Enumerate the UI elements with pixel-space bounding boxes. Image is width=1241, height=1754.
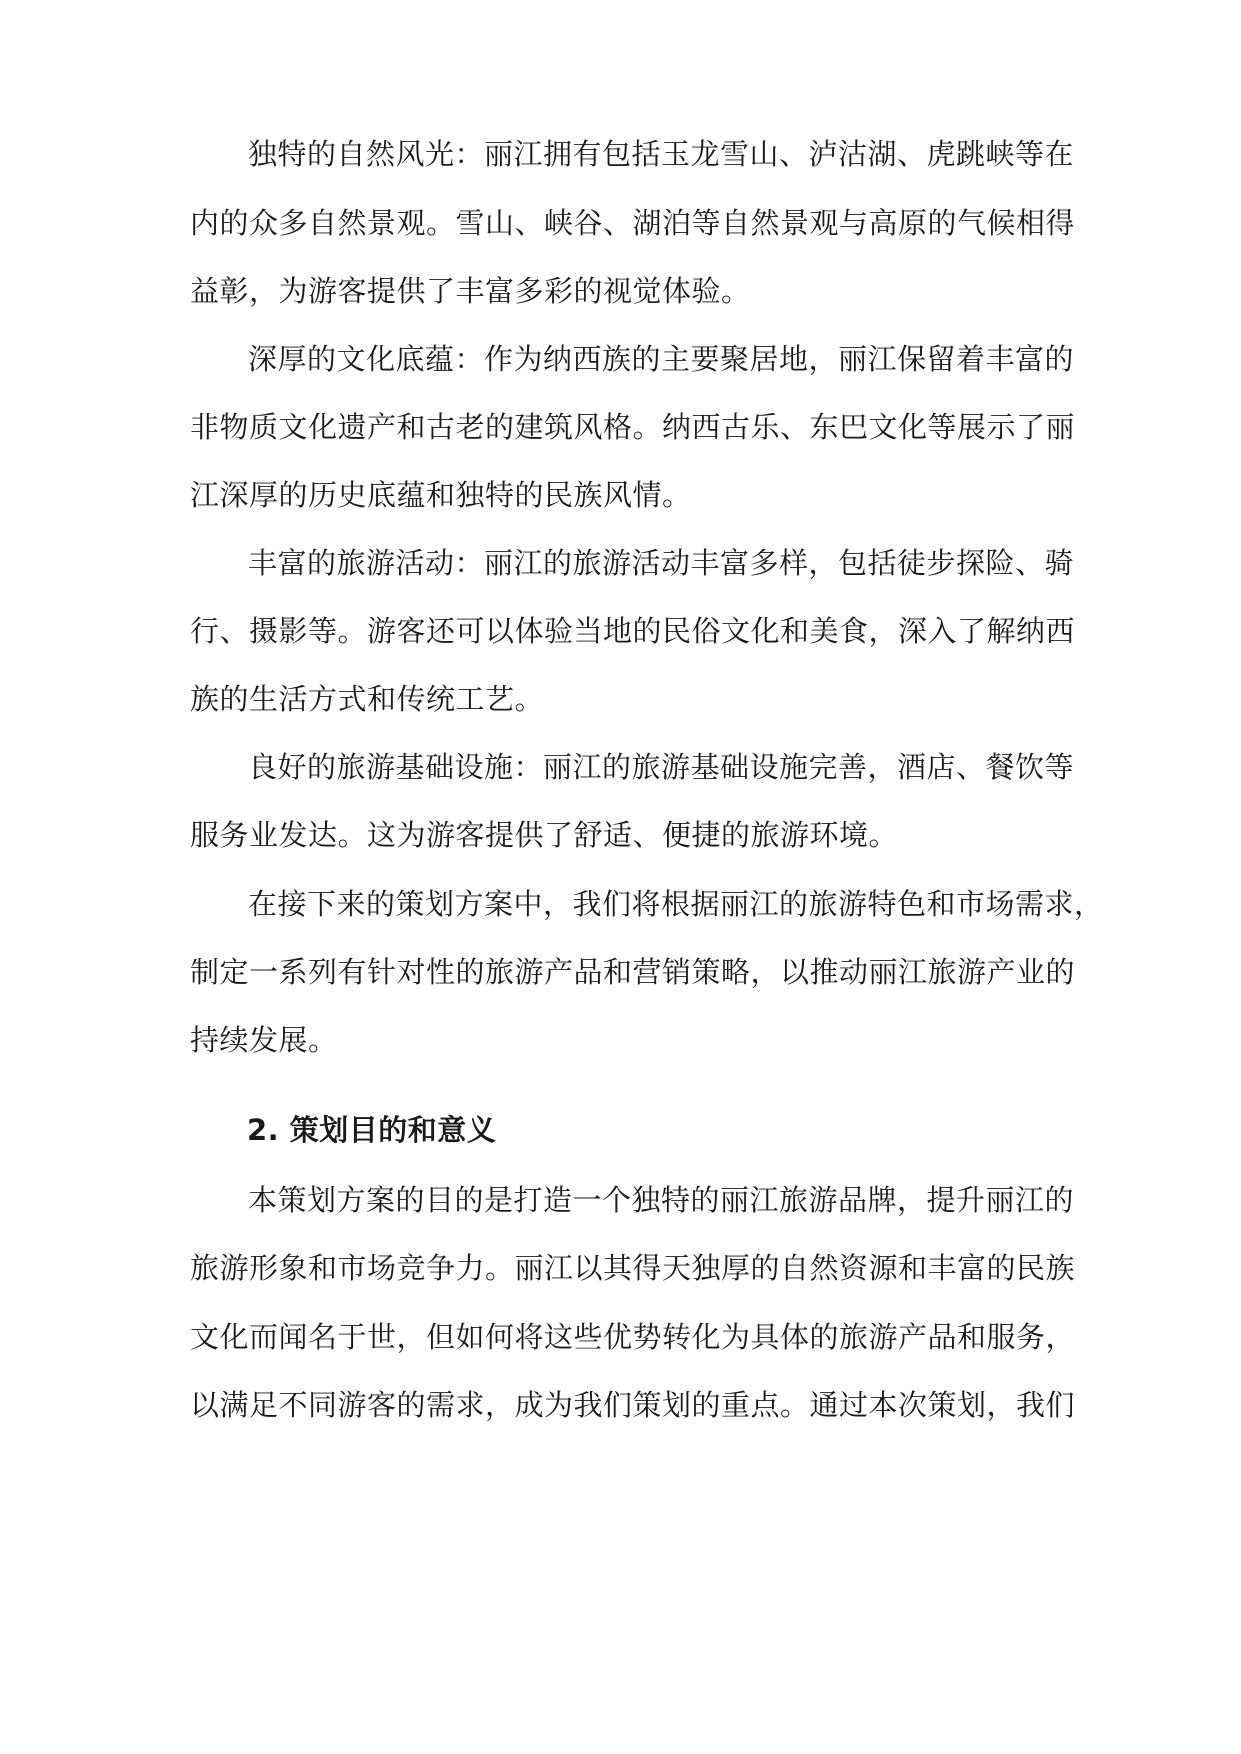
paragraph-activities-line-2: 行、摄影等。游客还可以体验当地的民俗文化和美食，深入了解纳西	[190, 614, 1076, 648]
paragraph-activities-line-1: 丰富的旅游活动：丽江的旅游活动丰富多样，包括徒步探险、骑	[248, 546, 1075, 580]
paragraph-natural-scenery-line-3: 益彰，为游客提供了丰富多彩的视觉体验。	[190, 274, 751, 308]
paragraph-plan-line-1: 在接下来的策划方案中，我们将根据丽江的旅游特色和市场需求，	[248, 887, 1104, 921]
paragraph-infrastructure-line-2: 服务业发达。这为游客提供了舒适、便捷的旅游环境。	[190, 818, 899, 852]
paragraph-culture-line-1: 深厚的文化底蕴：作为纳西族的主要聚居地，丽江保留着丰富的	[248, 342, 1075, 376]
section-paragraph-line-3: 文化而闻名于世，但如何将这些优势转化为具体的旅游产品和服务，	[190, 1320, 1076, 1354]
section-paragraph-line-1: 本策划方案的目的是打造一个独特的丽江旅游品牌，提升丽江的	[248, 1183, 1075, 1217]
section-paragraph-line-2: 旅游形象和市场竞争力。丽江以其得天独厚的自然资源和丰富的民族	[190, 1251, 1076, 1285]
paragraph-plan-line-2: 制定一系列有针对性的旅游产品和营销策略，以推动丽江旅游产业的	[190, 955, 1076, 989]
paragraph-culture-line-3: 江深厚的历史底蕴和独特的民族风情。	[190, 478, 692, 512]
paragraph-culture-line-2: 非物质文化遗产和古老的建筑风格。纳西古乐、东巴文化等展示了丽	[190, 410, 1076, 444]
paragraph-infrastructure-line-1: 良好的旅游基础设施：丽江的旅游基础设施完善，酒店、餐饮等	[248, 750, 1075, 784]
paragraph-activities-line-3: 族的生活方式和传统工艺。	[190, 682, 545, 716]
paragraph-natural-scenery-line-2: 内的众多自然景观。雪山、峡谷、湖泊等自然景观与高原的气候相得	[190, 206, 1076, 240]
section-paragraph-line-4: 以满足不同游客的需求，成为我们策划的重点。通过本次策划，我们	[190, 1388, 1076, 1422]
paragraph-natural-scenery-line-1: 独特的自然风光：丽江拥有包括玉龙雪山、泸沽湖、虎跳峡等在	[248, 137, 1075, 171]
section-heading: 2. 策划目的和意义	[247, 1113, 497, 1147]
paragraph-plan-line-3: 持续发展。	[190, 1023, 338, 1057]
